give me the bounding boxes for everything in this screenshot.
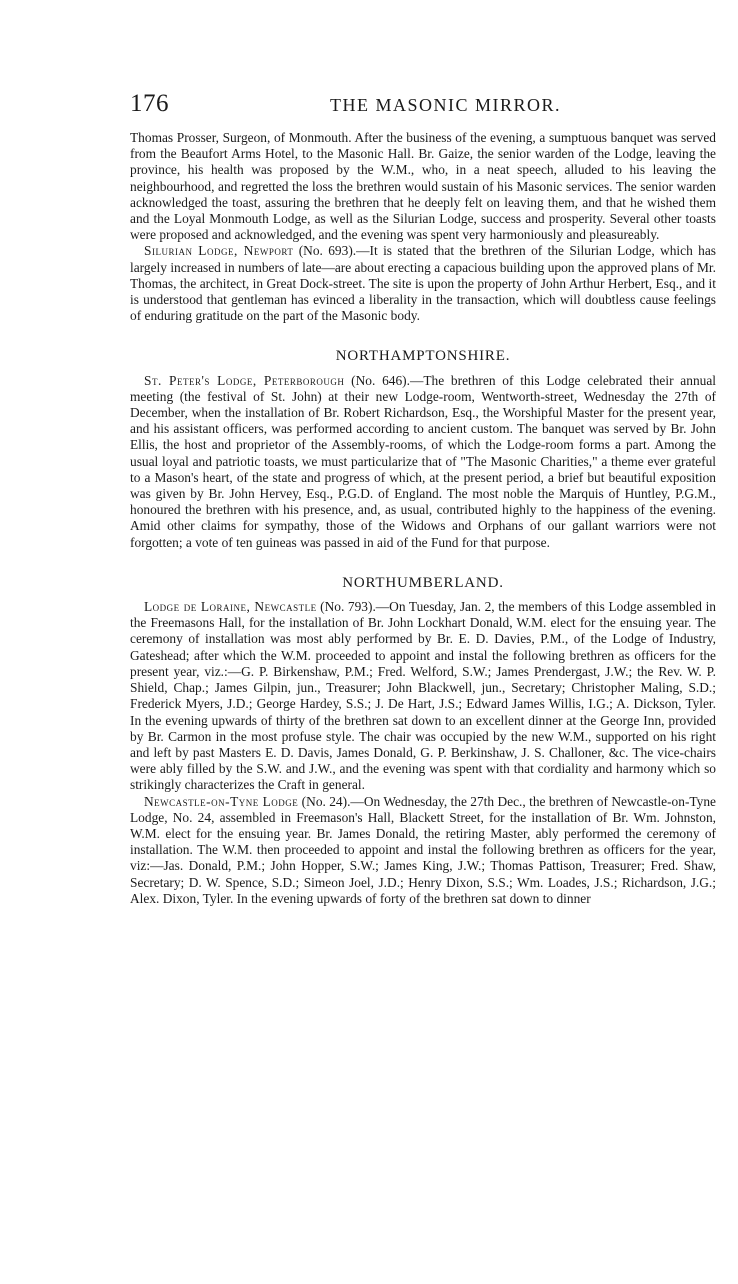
newcastle-lodge-title: Newcastle-on-Tyne Lodge — [144, 793, 299, 809]
newcastle-lodge-text: (No. 24).—On Wednesday, the 27th Dec., the brethren of Newcastle-on-Tyne Lodge, No. 24, assembled in Freemason's Hall, Blackett Street, for the installation of Br. Wm. Johnston, W.M. elect for the ensuing year. Br. James Donald, the retiring Master, ably performed the ceremony of installation. The W.M. then proceeded to appoint and instal the following brethren as officers for the year, viz:—Jas. Donald, P.M.; John Hopper, S.W.; James King, J.W.; Thomas Pattison, Treasurer; Fred. Shaw, Secretary; D. W. Spence, S.D.; Simeon Joel, J.D.; Henry Dixon, S.S.; Wm. Loades, J.S.; Richardson, J.G.; Alex. Dixon, Tyler. In the evening upwards of forty of the brethren sat down to dinner — [130, 793, 716, 906]
newcastle-lodge-paragraph — [130, 794, 716, 907]
silurian-lodge-text: (No. 693).—It is stated that the brethren of the Silurian Lodge, which has largely increased in numbers of late—are about erecting a capacious building upon the approved plans of Mr. Thomas, the architect, in Great Dock-street. The site is upon the property of John Arthur Herbert, Esq., and it is understood that gentleman has evinced a liberality in the transaction, which will doubtless cause feelings of enduring gratitude on the part of the Masonic body. — [130, 243, 716, 324]
lodge-de-loraine-text: (No. 793).—On Tuesday, Jan. 2, the members of this Lodge assembled in the Freemasons Hall, for the installation of Br. John Lockhart Donald, W.M. elect for the ensuing year. The ceremony of installation was most ably performed by Br. E. D. Davies, P.M., of the Lodge of Industry, Gateshead; after which the W.M. proceeded to appoint and instal the following brethren as officers for the present year, viz.:—G. P. Birkenshaw, P.M.; Fred. Welford, S.W.; James Prendergast, J.W.; the Rev. W. P. Shield, Chap.; James Gilpin, jun., Treasurer; John Blackwell, jun., Secretary; Christopher Maling, S.D.; Frederick Myers, J.D.; George Hardey, S.S.; J. De Hart, J.S.; Edward James Willis, I.G.; A. Dickson, Tyler. In the evening upwards of thirty of the brethren sat down to an excellent dinner at the George Inn, provided by Br. Carmon in the most profuse style. The chair was occupied by the new W.M., supported on his right and left by past Masters E. D. Davis, James Donald, G. P. Berkinshaw, J. S. Challoner, &c. The vice-chairs were ably filled by the S.W. and J.W., and the evening was spent with that cordiality and harmony which so strikingly characterizes the Craft in general. — [130, 599, 716, 793]
st-peters-lodge-title: St. Peter's Lodge, Peterborough — [144, 372, 345, 388]
lodge-de-loraine-title: Lodge de Loraine, Newcastle — [144, 599, 317, 615]
lodge-de-loraine-paragraph — [130, 599, 716, 793]
northamptonshire-heading: NORTHAMPTONSHIRE. — [335, 348, 511, 365]
silurian-lodge-paragraph — [130, 243, 716, 324]
continuation-paragraph: Thomas Prosser, Surgeon, of Monmouth. After the business of the evening, a sumptuous banquet was served from the Beaufort Arms Hotel, to the Masonic Hall. Br. Gaize, the senior warden of the Lodge, leaving the province, his health was proposed by the W.M., who, in a neat speech, alluded to his leaving the neighbourhood, and regretted the loss the brethren would sustain of his Masonic services. The senior warden acknowledged the toast, assuring the brethren that he deeply felt on leaving them, and that he wished them and the Loyal Monmouth Lodge, as well as the Silurian Lodge, success and prosperity. Several other toasts were proposed and acknowledged, and the evening was spent very harmoniously and pleasureably. — [130, 130, 716, 243]
running-title: THE MASONIC MIRROR. — [330, 95, 562, 115]
page-body — [130, 130, 716, 907]
st-peters-lodge-paragraph — [130, 373, 716, 551]
northumberland-heading: NORTHUMBERLAND. — [342, 574, 504, 591]
page-number: 176 — [130, 90, 169, 117]
silurian-lodge-title: Silurian Lodge, Newport — [144, 243, 294, 259]
page-header — [130, 90, 710, 120]
st-peters-lodge-text: (No. 646).—The brethren of this Lodge celebrated their annual meeting (the festival of St. John) at their new Lodge-room, Wentworth-street, Wednesday the 27th of December, when the installation of Br. Robert Richardson, Esq., the Worshipful Master for the present year, and his assistant officers, was performed according to ancient custom. The banquet was served by Br. John Ellis, the host and proprietor of the Assembly-rooms, of which the Lodge-room forms a part. Among the usual loyal and patriotic toasts, we must particularize that of "The Masonic Charities," a theme ever grateful to a Mason's heart, of the state and progress of which, at the present period, a brief but beautiful exposition was given by Br. John Hervey, Esq., P.G.D. of England. The most noble the Marquis of Huntley, P.G.M., honoured the brethren with his presence, and, as usual, contributed highly to the happiness of the evening. Amid other claims for sympathy, those of the Widows and Orphans of our gallant warriors were not forgotten; a vote of ten guineas was passed in aid of the Fund for that purpose. — [130, 372, 716, 550]
